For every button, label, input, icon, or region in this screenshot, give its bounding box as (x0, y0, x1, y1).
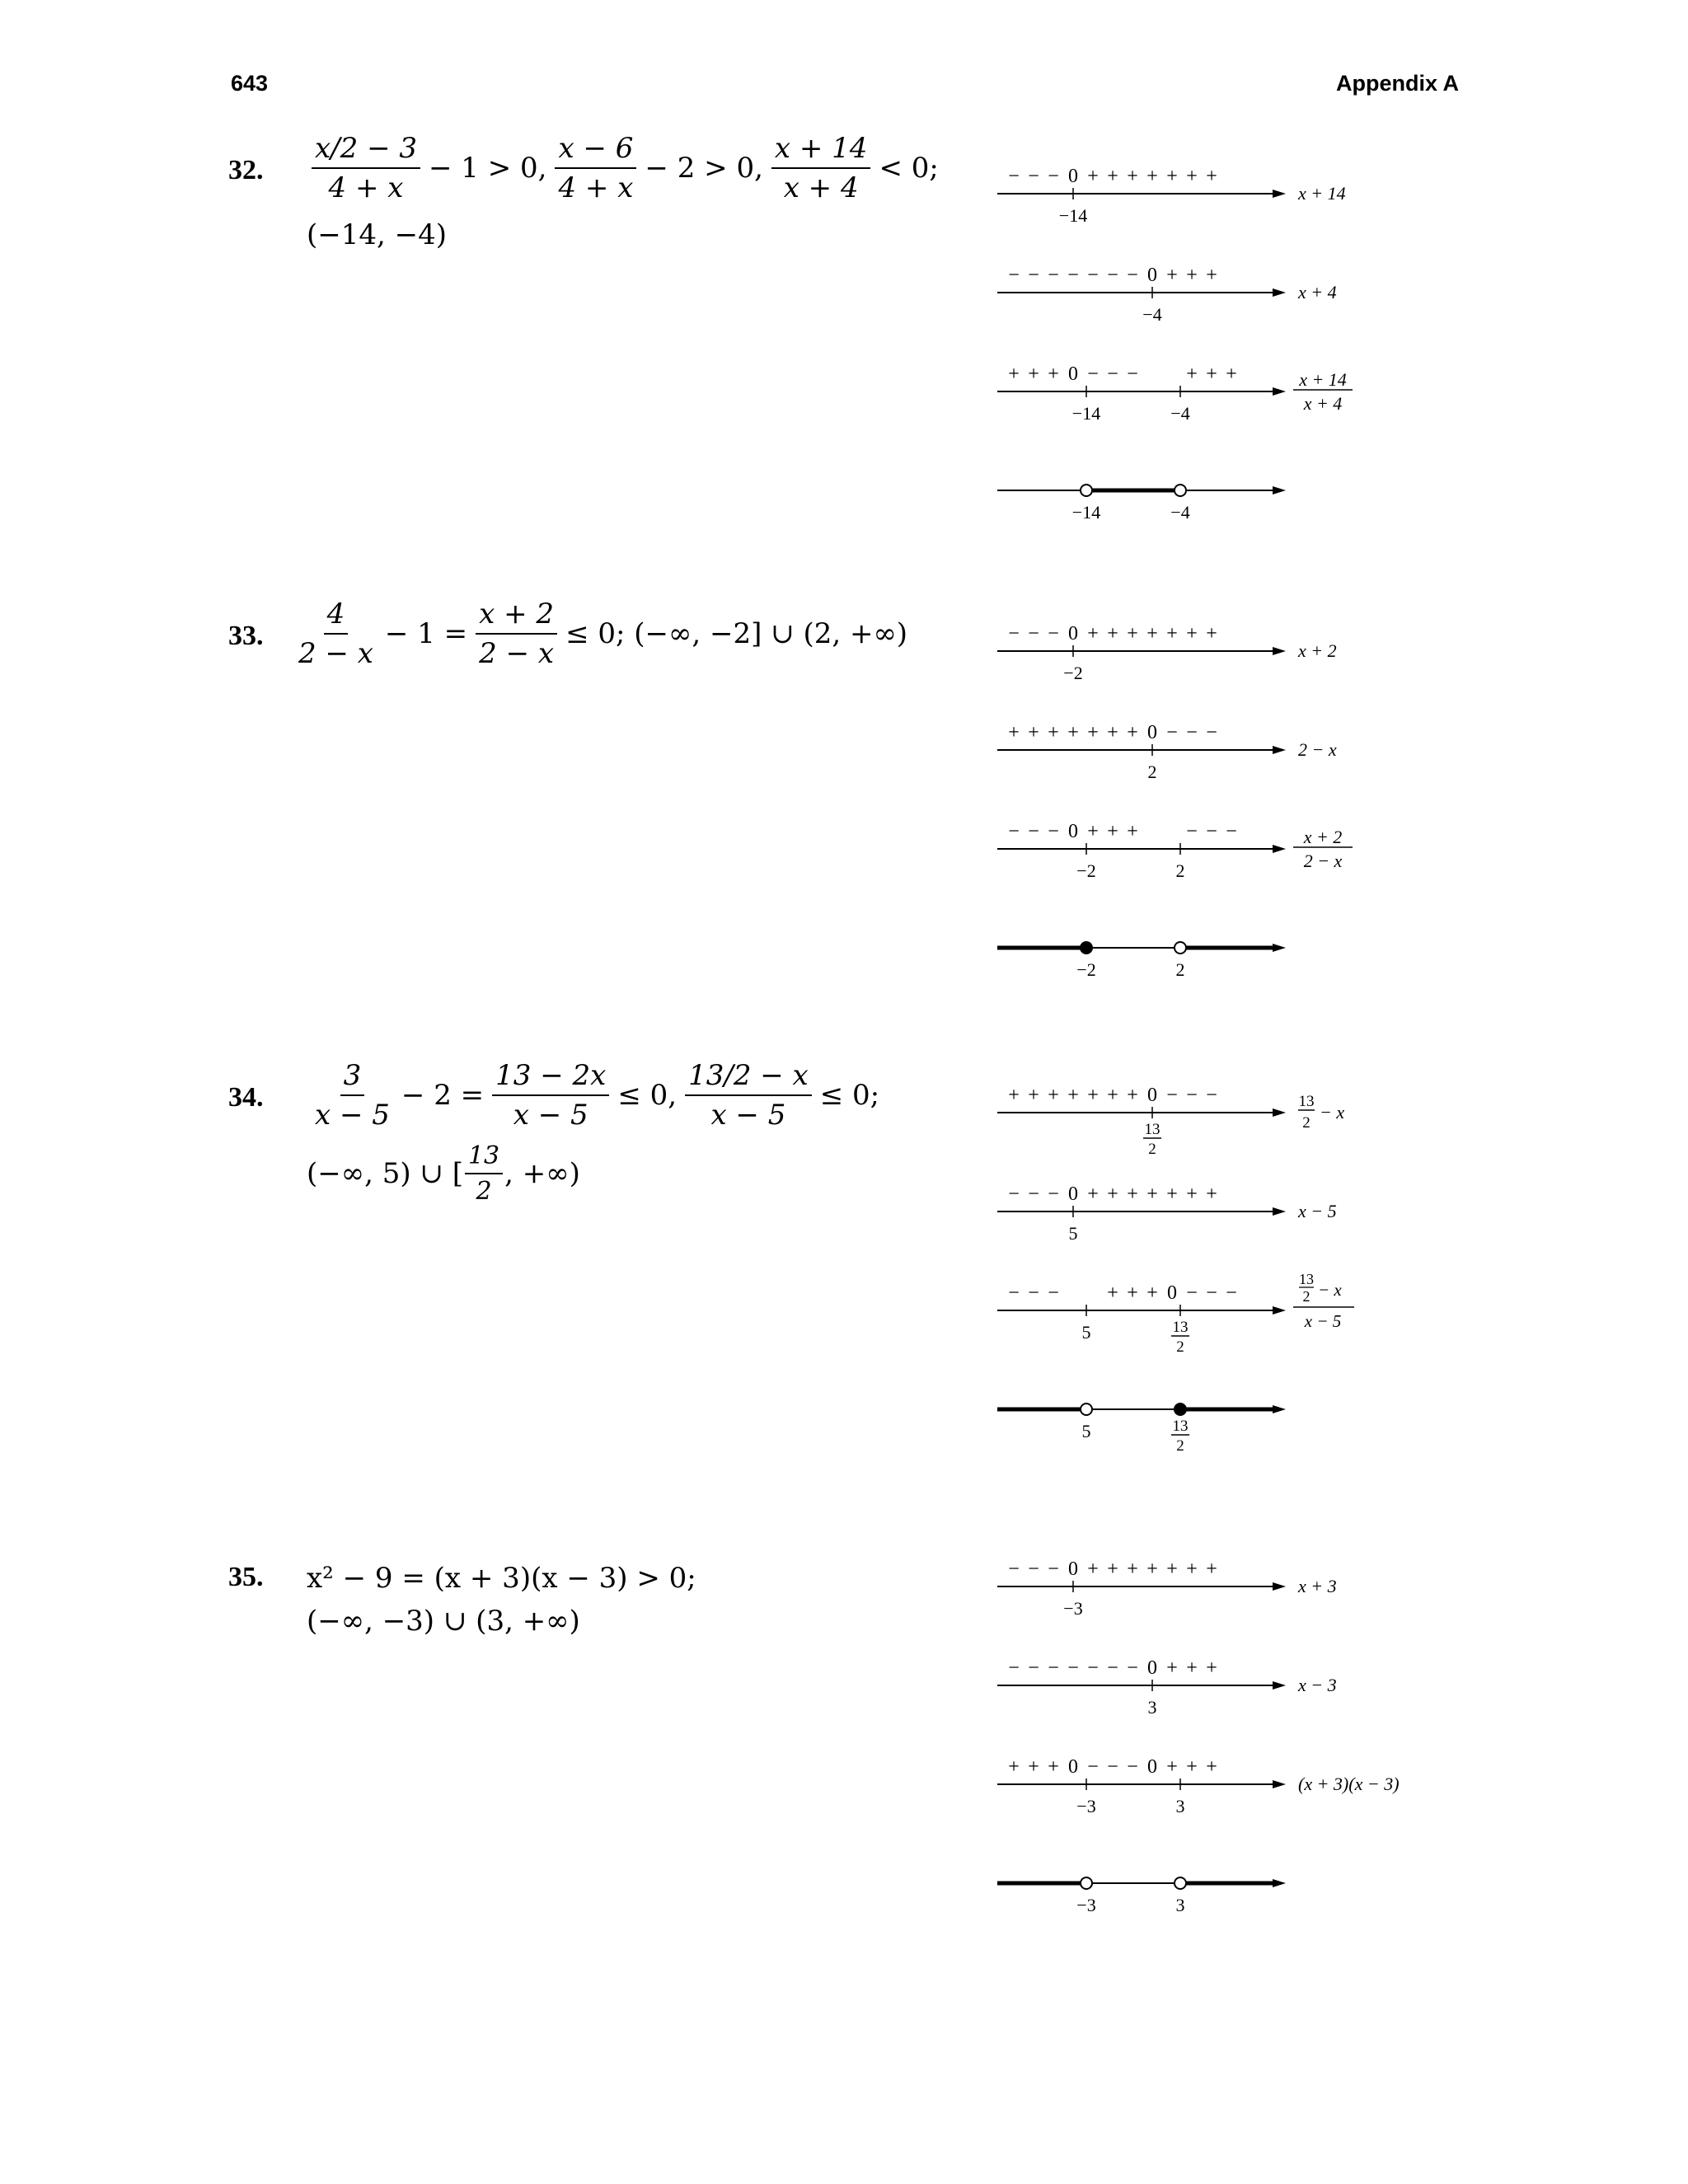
sign-symbol: − (1048, 623, 1059, 644)
problem-equation: $\frac{x/2 - 3}{4 + x}$ − 1 > 0, $\frac{x - 6}{4 + x}$ − 2 > 0, $\frac{x + 14}{x + 4}$ < 0; (307, 132, 942, 204)
sign-symbol: − (1048, 1657, 1059, 1679)
sign-symbol: − (1067, 1657, 1079, 1679)
fraction: $\frac{4}{2 - x}$ (298, 598, 373, 670)
solution-row (997, 1877, 1286, 1915)
open-endpoint (1081, 1877, 1092, 1889)
sign-symbol: + (1186, 623, 1198, 644)
problem-equation: x² − 9 = (x + 3)(x − 3) > 0; (307, 1562, 696, 1595)
sign-symbol: − (1087, 1756, 1099, 1778)
fraction: $\frac{13}{2}$ (465, 1141, 503, 1206)
tick-label: −2 (1063, 663, 1083, 683)
sign-symbol: − (1226, 1282, 1237, 1304)
sign-chart-34 (997, 1085, 1354, 1455)
sign-symbol: 0 (1068, 623, 1078, 644)
arrow-head (1273, 486, 1286, 494)
sign-symbol: + (1087, 1183, 1099, 1205)
tick-label: 13 (1172, 1418, 1189, 1435)
factor-label: 2 (1302, 1288, 1311, 1305)
sign-row (997, 1271, 1354, 1356)
sign-symbol: − (1166, 1085, 1178, 1106)
sign-symbol: − (1008, 1558, 1020, 1580)
factor-label: x − 5 (1298, 1201, 1337, 1221)
sign-symbol: + (1206, 1657, 1217, 1679)
sign-symbol: − (1028, 1558, 1039, 1580)
tick-label: −4 (1170, 403, 1190, 424)
sign-symbol: 0 (1068, 363, 1078, 385)
tick-label: −4 (1142, 304, 1162, 325)
tick-label: 2 (1175, 860, 1185, 881)
problem-number: 35. (228, 1562, 264, 1592)
sign-chart-35 (997, 1558, 1400, 1915)
sign-symbol: + (1107, 166, 1118, 187)
sign-symbol: − (1107, 363, 1118, 385)
sign-symbol: + (1186, 265, 1198, 286)
sign-row (997, 265, 1337, 325)
sign-symbol: − (1048, 166, 1059, 187)
solution-row (997, 942, 1286, 980)
sign-symbol: − (1186, 722, 1198, 743)
sign-symbol: + (1206, 363, 1217, 385)
open-endpoint (1081, 1404, 1092, 1415)
sign-symbol: + (1008, 722, 1020, 743)
tick-label: 2 (1147, 762, 1157, 782)
sign-symbol: + (1087, 1558, 1099, 1580)
fraction: $\frac{x/2 - 3}{4 + x}$ (312, 132, 420, 204)
solution-row (997, 1404, 1286, 1455)
factor-label: x + 4 (1298, 282, 1337, 302)
factor-label: x + 14 (1298, 183, 1346, 204)
sign-symbol: − (1028, 1282, 1039, 1304)
sign-symbol: 0 (1147, 722, 1157, 743)
sign-symbol: − (1107, 1756, 1118, 1778)
sign-symbol: + (1028, 1756, 1039, 1778)
sign-symbol: 0 (1147, 1756, 1157, 1778)
sign-symbol: − (1127, 1756, 1138, 1778)
fraction: $\frac{13 - 2x}{x - 5}$ (492, 1059, 609, 1132)
open-endpoint (1175, 485, 1186, 496)
problem-answer: (−∞, 5) ∪ [ $\frac{13}{2}$ , +∞) (307, 1141, 580, 1206)
sign-symbol: 0 (1167, 1282, 1177, 1304)
factor-label: − x (1318, 1280, 1342, 1300)
tick-label: −3 (1076, 1895, 1096, 1915)
sign-symbol: + (1146, 1282, 1158, 1304)
factor-label: 13 (1298, 1093, 1315, 1110)
sign-symbol: − (1127, 265, 1138, 286)
sign-symbol: + (1107, 1558, 1118, 1580)
sign-row (997, 722, 1337, 782)
sign-symbol: + (1107, 722, 1118, 743)
sign-symbol: + (1087, 166, 1099, 187)
sign-symbol: + (1127, 1282, 1138, 1304)
tick-label: −3 (1076, 1796, 1096, 1816)
sign-row (997, 821, 1353, 881)
sign-symbol: − (1186, 1282, 1198, 1304)
sign-symbol: + (1226, 363, 1237, 385)
sign-symbol: + (1186, 1756, 1198, 1778)
sign-symbol: + (1146, 166, 1158, 187)
arrow-head (1273, 1306, 1286, 1315)
problem-equation: $\frac{3}{x - 5}$ − 2 = $\frac{13 - 2x}{x - 5}$ ≤ 0, $\frac{13/2 - x}{x - 5}$ ≤ 0; (307, 1059, 883, 1132)
sign-symbol: + (1206, 1558, 1217, 1580)
sign-symbol: 0 (1068, 1183, 1078, 1205)
sign-symbol: + (1127, 1085, 1138, 1106)
sign-symbol: − (1206, 722, 1217, 743)
tick-label: 5 (1081, 1421, 1091, 1441)
sign-symbol: + (1206, 1183, 1217, 1205)
sign-symbol: + (1008, 1756, 1020, 1778)
sign-row (997, 623, 1337, 683)
sign-chart-33 (997, 623, 1353, 980)
page-number: 643 (231, 71, 269, 96)
tick-label: −14 (1071, 502, 1101, 523)
sign-symbol: + (1127, 1558, 1138, 1580)
sign-symbol: − (1048, 1558, 1059, 1580)
sign-symbol: + (1048, 722, 1059, 743)
sign-symbol: − (1048, 1183, 1059, 1205)
arrow-head (1273, 190, 1286, 198)
sign-symbol: 0 (1147, 265, 1157, 286)
sign-symbol: − (1166, 722, 1178, 743)
tick-label: 5 (1081, 1322, 1091, 1343)
sign-symbol: 0 (1147, 1657, 1157, 1679)
sign-symbol: + (1186, 166, 1198, 187)
problem-number: 33. (228, 621, 264, 651)
sign-symbol: + (1048, 363, 1059, 385)
problem-number: 34. (228, 1082, 264, 1113)
sign-symbol: − (1107, 1657, 1118, 1679)
sign-symbol: + (1206, 166, 1217, 187)
running-head: Appendix A (1335, 71, 1459, 96)
sign-symbol: + (1107, 821, 1118, 842)
fraction: $\frac{x + 2}{2 - x}$ (476, 598, 557, 670)
tick-label: 13 (1144, 1121, 1160, 1138)
sign-symbol: − (1028, 821, 1039, 842)
sign-symbol: − (1206, 821, 1217, 842)
sign-symbol: + (1166, 1558, 1178, 1580)
sign-row (997, 1657, 1337, 1718)
sign-symbol: − (1048, 265, 1059, 286)
factor-label: x + 14 (1299, 369, 1347, 390)
problem-number: 32. (228, 155, 264, 185)
sign-symbol: − (1048, 821, 1059, 842)
sign-symbol: 0 (1068, 1558, 1078, 1580)
sign-symbol: + (1166, 166, 1178, 187)
open-endpoint (1081, 485, 1092, 496)
sign-symbol: − (1008, 166, 1020, 187)
sign-symbol: − (1028, 166, 1039, 187)
sign-chart-32 (997, 166, 1353, 523)
sign-symbol: + (1107, 623, 1118, 644)
sign-symbol: 0 (1068, 1756, 1078, 1778)
fraction: $\frac{13/2 - x}{x - 5}$ (685, 1059, 812, 1132)
arrow-head (1273, 1207, 1286, 1216)
factor-label: 13 (1299, 1271, 1314, 1287)
sign-symbol: + (1186, 363, 1198, 385)
tick-label: −14 (1058, 205, 1088, 226)
fraction: $\frac{3}{x - 5}$ (315, 1059, 390, 1132)
open-endpoint (1175, 1877, 1186, 1889)
sign-symbol: + (1107, 1085, 1118, 1106)
problem-equation: $\frac{4}{2 - x}$ − 1 = $\frac{x + 2}{2 - x}$ ≤ 0; (−∞, −2] ∪ (2, +∞) (290, 598, 911, 670)
sign-symbol: − (1127, 1657, 1138, 1679)
tick-label: 13 (1172, 1319, 1189, 1336)
sign-symbol: − (1087, 363, 1099, 385)
factor-label: x + 2 (1298, 640, 1337, 661)
sign-symbol: + (1127, 1183, 1138, 1205)
sign-symbol: + (1166, 1756, 1178, 1778)
sign-symbol: − (1008, 1657, 1020, 1679)
arrow-head (1273, 288, 1286, 297)
sign-symbol: − (1008, 821, 1020, 842)
sign-symbol: + (1146, 1558, 1158, 1580)
tick-label: 5 (1068, 1223, 1078, 1244)
sign-symbol: + (1206, 265, 1217, 286)
sign-symbol: + (1127, 722, 1138, 743)
tick-label: 2 (1176, 1437, 1184, 1455)
fraction: $\frac{x + 14}{x + 4}$ (771, 132, 871, 204)
factor-label: x + 4 (1303, 393, 1343, 414)
sign-symbol: − (1186, 821, 1198, 842)
sign-symbol: + (1107, 1282, 1118, 1304)
tick-label: 3 (1147, 1697, 1157, 1718)
arrow-head (1273, 845, 1286, 853)
tick-label: −2 (1076, 959, 1096, 980)
factor-label: x + 2 (1303, 827, 1343, 847)
sign-symbol: + (1067, 722, 1079, 743)
sign-symbol: 0 (1068, 821, 1078, 842)
sign-symbol: − (1206, 1282, 1217, 1304)
sign-symbol: + (1166, 623, 1178, 644)
factor-label: 2 − x (1298, 739, 1337, 760)
fraction: $\frac{x - 6}{4 + x}$ (555, 132, 636, 204)
factor-label: 2 (1302, 1114, 1311, 1132)
sign-symbol: + (1008, 1085, 1020, 1106)
sign-symbol: − (1067, 265, 1079, 286)
sign-symbol: + (1186, 1183, 1198, 1205)
sign-symbol: + (1166, 1657, 1178, 1679)
sign-symbol: + (1146, 623, 1158, 644)
sign-symbol: + (1206, 623, 1217, 644)
closed-endpoint (1081, 942, 1092, 954)
sign-symbol: + (1048, 1085, 1059, 1106)
sign-symbol: − (1087, 1657, 1099, 1679)
sign-symbol: + (1087, 821, 1099, 842)
closed-endpoint (1175, 1404, 1186, 1415)
arrow-head (1273, 647, 1286, 655)
sign-symbol: + (1166, 265, 1178, 286)
arrow-head (1273, 1681, 1286, 1690)
sign-symbol: − (1028, 1183, 1039, 1205)
sign-row (997, 1756, 1400, 1816)
tick-label: −4 (1170, 502, 1190, 523)
sign-symbol: − (1008, 1183, 1020, 1205)
sign-symbol: − (1087, 265, 1099, 286)
sign-symbol: + (1186, 1657, 1198, 1679)
sign-symbol: + (1107, 1183, 1118, 1205)
sign-symbol: − (1127, 363, 1138, 385)
sign-symbol: + (1067, 1085, 1079, 1106)
factor-label: (x + 3)(x − 3) (1298, 1774, 1400, 1794)
sign-symbol: − (1008, 265, 1020, 286)
sign-symbol: + (1048, 1756, 1059, 1778)
tick-label: 3 (1175, 1895, 1185, 1915)
sign-symbol: − (1107, 265, 1118, 286)
factor-label: 2 − x (1303, 851, 1343, 871)
arrow-head (1273, 1108, 1286, 1117)
sign-symbol: − (1226, 821, 1237, 842)
sign-row (997, 166, 1346, 226)
arrow-head (1273, 387, 1286, 396)
tick-label: 2 (1148, 1141, 1156, 1158)
sign-symbol: − (1186, 1085, 1198, 1106)
sign-symbol: + (1028, 363, 1039, 385)
sign-row (997, 1085, 1344, 1158)
sign-symbol: + (1087, 722, 1099, 743)
arrow-head (1273, 1582, 1286, 1591)
sign-symbol: − (1028, 1657, 1039, 1679)
solution-row (997, 485, 1286, 523)
tick-label: 2 (1176, 1338, 1184, 1356)
sign-symbol: 0 (1147, 1085, 1157, 1106)
problem-answer: (−14, −4) (307, 218, 448, 251)
open-endpoint (1175, 942, 1186, 954)
arrow-head (1273, 746, 1286, 754)
sign-symbol: + (1206, 1756, 1217, 1778)
sign-symbol: + (1166, 1183, 1178, 1205)
sign-symbol: 0 (1068, 166, 1078, 187)
tick-label: 2 (1175, 959, 1185, 980)
sign-symbol: + (1008, 363, 1020, 385)
sign-symbol: − (1008, 1282, 1020, 1304)
tick-label: −3 (1063, 1598, 1083, 1619)
sign-symbol: − (1008, 623, 1020, 644)
sign-symbol: + (1028, 722, 1039, 743)
sign-symbol: + (1146, 1183, 1158, 1205)
sign-symbol: − (1206, 1085, 1217, 1106)
factor-label: x + 3 (1298, 1576, 1337, 1596)
sign-symbol: + (1087, 1085, 1099, 1106)
sign-symbol: + (1127, 166, 1138, 187)
tick-label: −14 (1071, 403, 1101, 424)
sign-symbol: + (1087, 623, 1099, 644)
sign-row (997, 1183, 1337, 1244)
sign-row (997, 363, 1353, 424)
sign-symbol: + (1186, 1558, 1198, 1580)
factor-label: x − 5 (1304, 1311, 1342, 1331)
factor-label: x − 3 (1298, 1675, 1337, 1695)
sign-symbol: − (1028, 623, 1039, 644)
tick-label: −2 (1076, 860, 1096, 881)
problem-answer: (−∞, −3) ∪ (3, +∞) (307, 1605, 580, 1638)
sign-symbol: − (1028, 265, 1039, 286)
sign-symbol: + (1127, 821, 1138, 842)
tick-label: 3 (1175, 1796, 1185, 1816)
sign-symbol: + (1028, 1085, 1039, 1106)
factor-label: − x (1320, 1102, 1345, 1122)
sign-symbol: + (1127, 623, 1138, 644)
arrow-head (1273, 1780, 1286, 1788)
sign-symbol: − (1048, 1282, 1059, 1304)
sign-row (997, 1558, 1337, 1619)
